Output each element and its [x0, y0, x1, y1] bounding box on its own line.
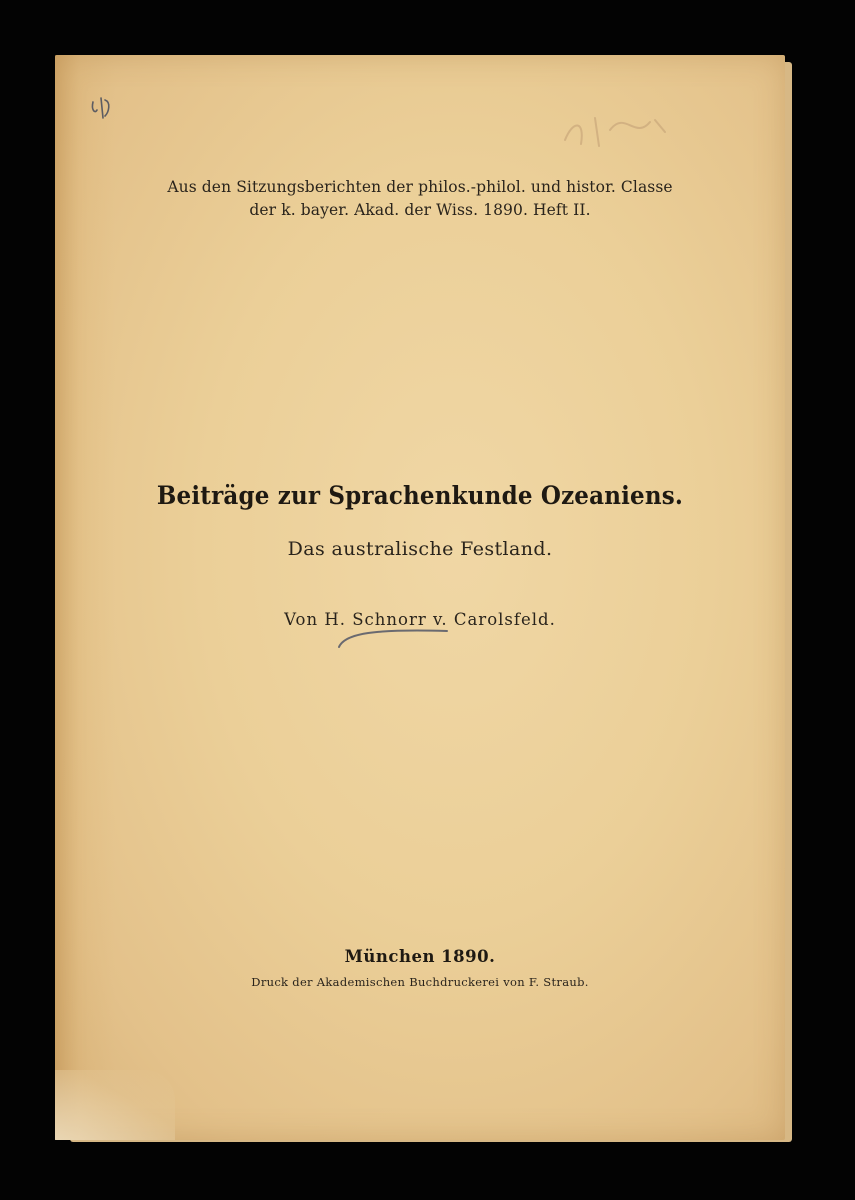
header-source-line-1: Aus den Sitzungsberichten der philos.-philol. und histor. Classe [167, 178, 673, 196]
faint-pencil-scribble [555, 100, 675, 160]
worn-corner [55, 1070, 175, 1140]
document-title: Beiträge zur Sprachenkunde Ozeaniens. [156, 481, 684, 510]
pencil-underline-mark [335, 623, 455, 653]
header-source-line-2: der k. bayer. Akad. der Wiss. 1890. Heft II. [249, 201, 591, 219]
imprint-place-year: München 1890. [344, 947, 496, 966]
imprint-printer: Druck der Akademischen Buchdruckerei von F. Straub. [251, 975, 589, 989]
document-subtitle: Das australische Festland. [287, 538, 553, 560]
pencil-annotation-mark [85, 90, 125, 130]
author-line: Von H. Schnorr v. Carolsfeld. [284, 610, 556, 629]
